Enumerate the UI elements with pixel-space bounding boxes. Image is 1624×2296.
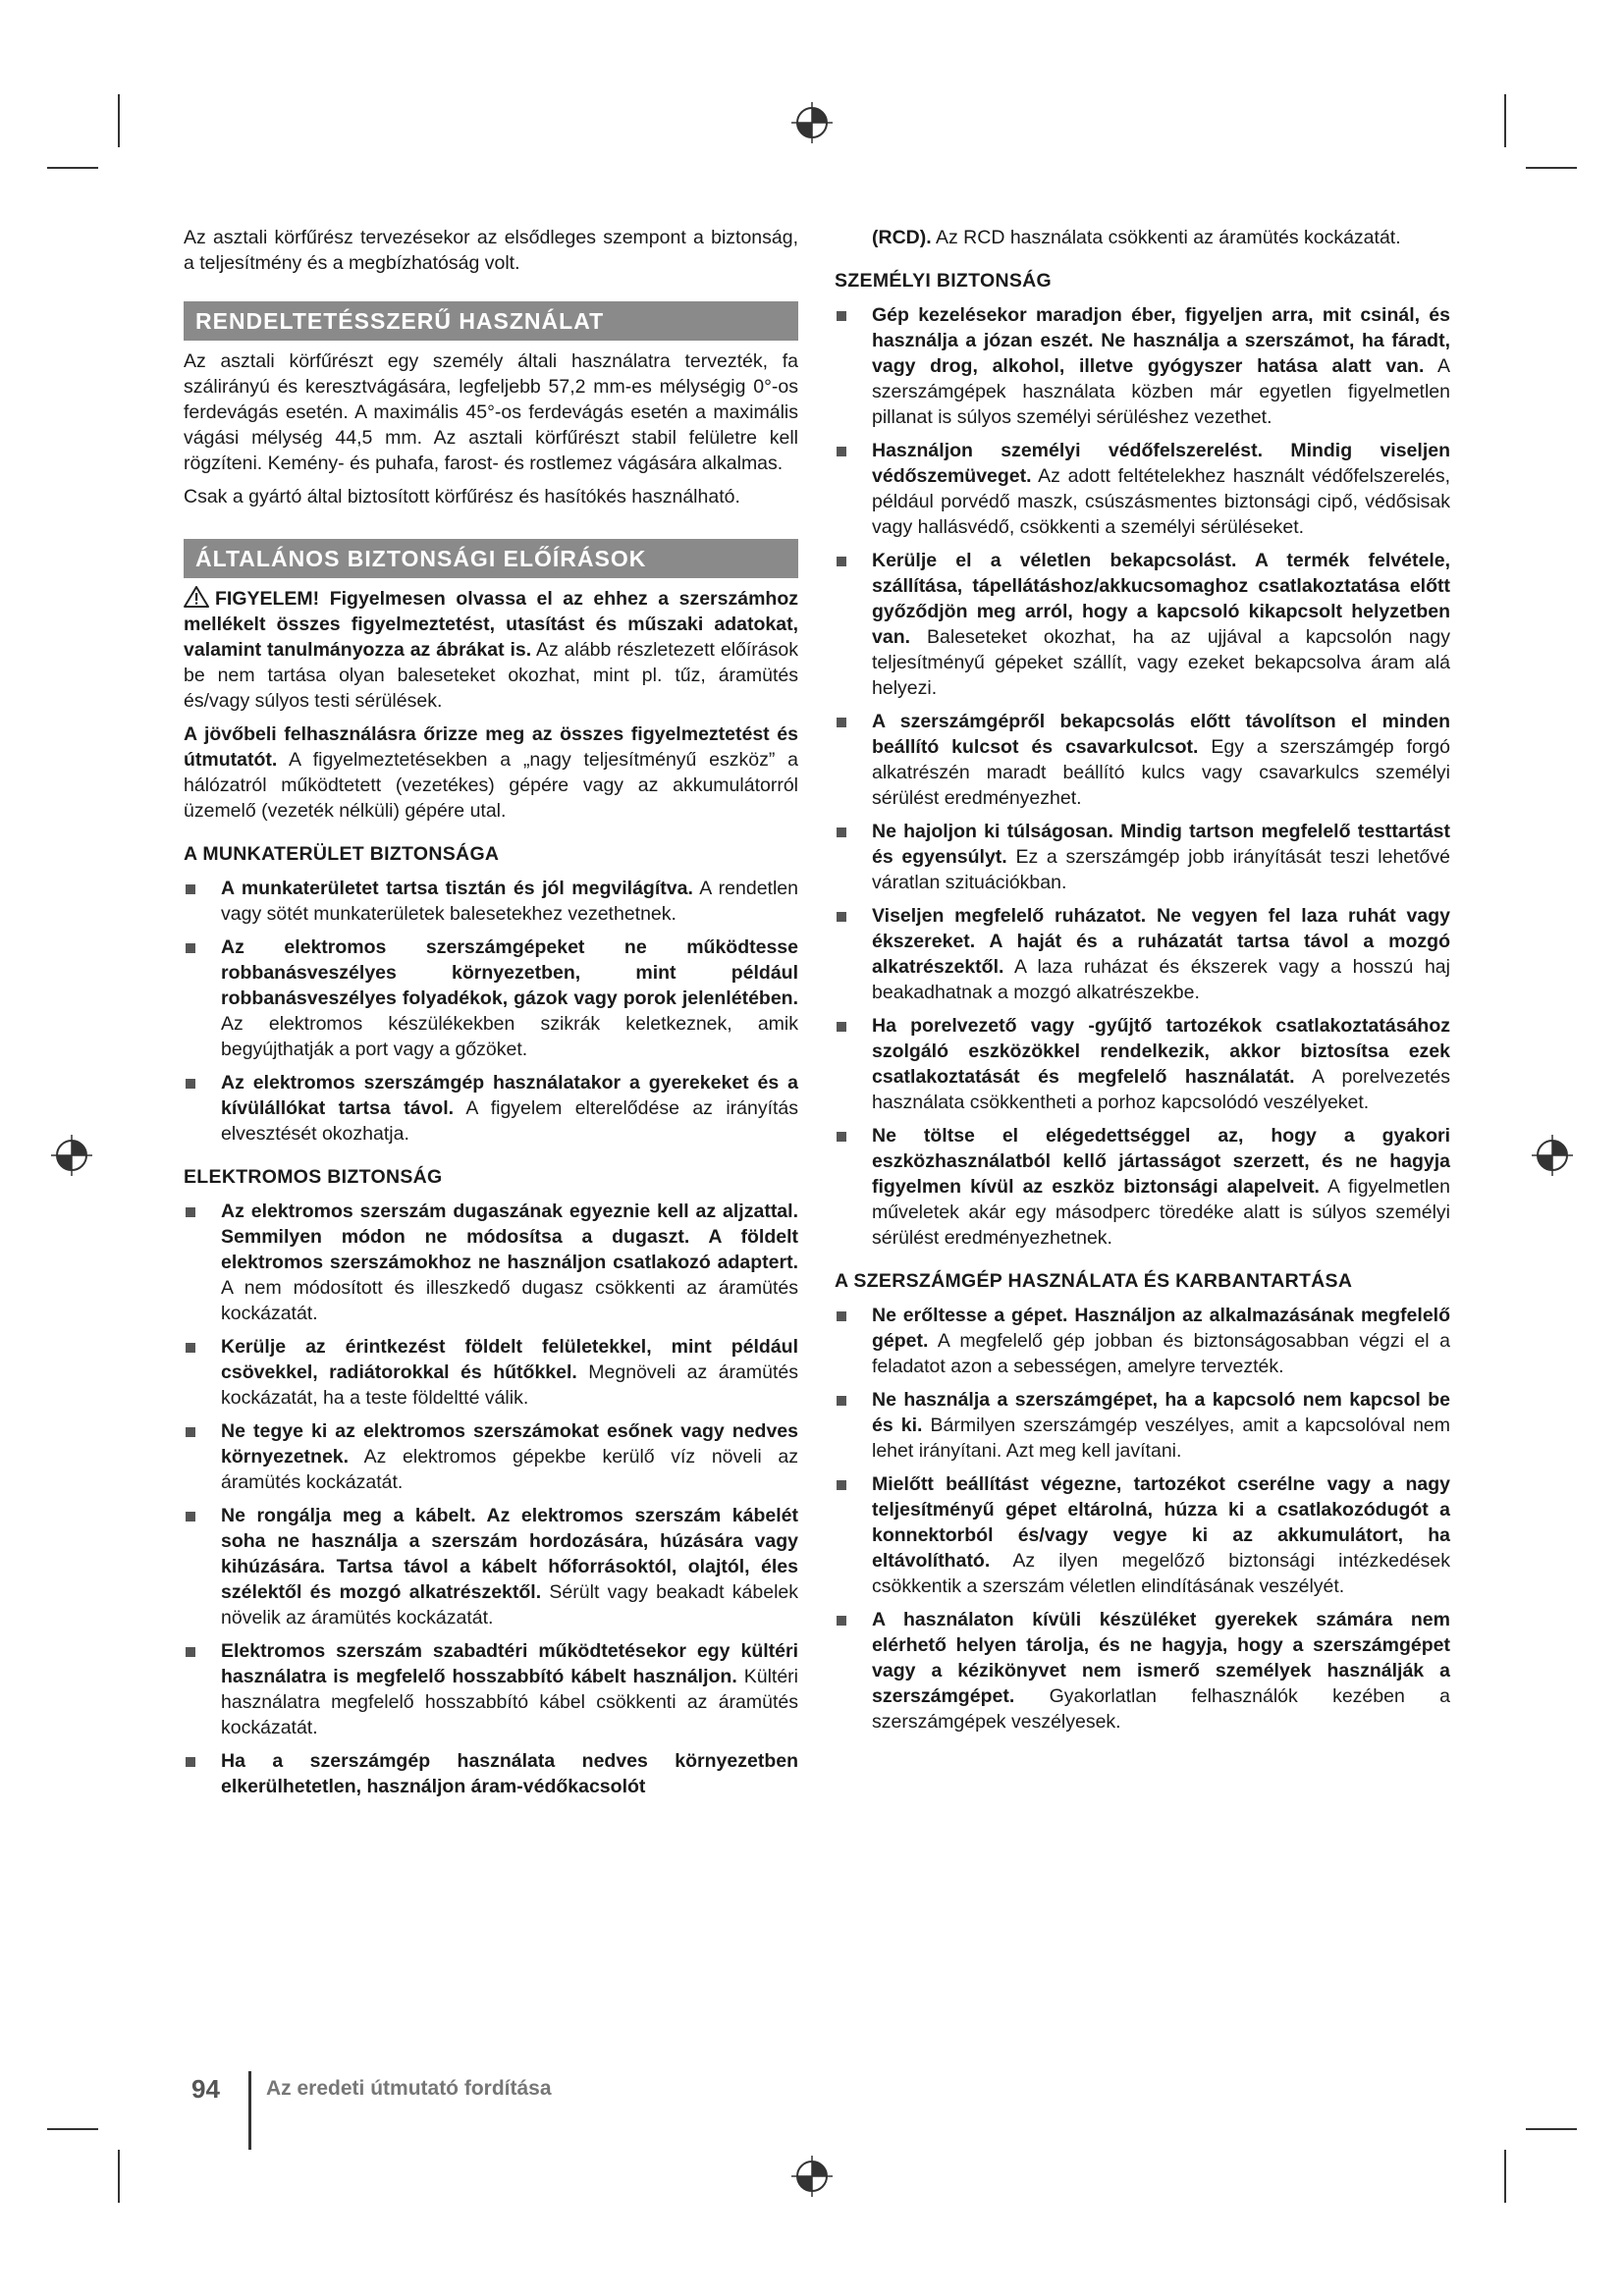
crop-mark — [47, 2128, 98, 2130]
work-area-list — [184, 876, 798, 1147]
square-bullet-icon — [186, 1207, 195, 1217]
rcd-continuation: (RCD). Az RCD használata csökkenti az áramütés kockázatát. — [872, 227, 1401, 248]
left-column — [184, 225, 798, 1807]
section-header-general-safety: ÁLTALÁNOS BIZTONSÁGI ELŐÍRÁSOK — [184, 539, 798, 578]
list-item: Ne töltse el elégedettséggel az, hogy a gyakori eszközhasználatból kellő jártasságot szerzett, és ne hagyja figyelmen kívül az eszköz biztonsági alapelveit. A figyelmetlen műveletek akár egy másodperc töredéke alatt is súlyos személyi sérülést eredményezhetnek. — [835, 1123, 1450, 1251]
list-item: A munkaterületet tartsa tisztán és jól megvilágítva. A rendetlen vagy sötét munkaterületek balesetekhez vezethetnek. — [184, 876, 798, 927]
square-bullet-icon — [186, 1512, 195, 1522]
square-bullet-icon — [186, 1757, 195, 1767]
right-column — [835, 225, 1450, 1742]
subheading-tool-use: A SZERSZÁMGÉP HASZNÁLATA ÉS KARBANTARTÁSA — [835, 1270, 1353, 1292]
square-bullet-icon — [186, 1079, 195, 1089]
intended-use-paragraph: Az asztali körfűrészt egy személy általi használatra tervezték, fa szálirányú és keresztvágására, legfeljebb 57,2 mm-es mélységig 0°-os ferdevágás esetén. A maximális 45°-os ferdevágás esetén a maximális vágási mélység 44,5 mm. Az asztali körfűrészt stabil felületre kell rögzíteni. Kemény- és puhafa, farost- és rostlemez vágására alkalmas. — [184, 350, 798, 474]
crop-mark — [118, 94, 120, 147]
footer-divider — [248, 2071, 251, 2150]
electrical-list — [184, 1199, 798, 1799]
footer-title: Az eredeti útmutató fordítása — [266, 2077, 552, 2100]
tool-use-list — [835, 1303, 1450, 1735]
square-bullet-icon — [186, 943, 195, 953]
list-item: Ne hajoljon ki túlságosan. Mindig tartson megfelelő testtartást és egyensúlyt. Ez a szerszámgép jobb irányítását teszi lehetővé váratlan szituációkban. — [835, 819, 1450, 895]
personal-safety-list — [835, 302, 1450, 1251]
list-item: Ne rongálja meg a kábelt. Az elektromos szerszám kábelét soha ne használja a szerszám hordozására, húzására vagy kihúzására. Tartsa távol a kábelt hőforrásoktól, olajtól, éles szélektől és mozgó alkatrészektől. Sérült vagy beakadt kábelek növelik az áramütés kockázatát. — [184, 1503, 798, 1630]
square-bullet-icon — [186, 884, 195, 894]
square-bullet-icon — [837, 1311, 846, 1321]
subheading-personal-safety: SZEMÉLYI BIZTONSÁG — [835, 270, 1053, 292]
list-item: Elektromos szerszám szabadtéri működtetésekor egy kültéri használatra is megfelelő hosszabbító kábelt használjon. Kültéri használatra megfelelő hosszabbító kábel csökkenti az áramütés kockázatát. — [184, 1638, 798, 1740]
list-item: Ne tegye ki az elektromos szerszámokat esőnek vagy nedves környezetnek. Az elektromos gépekbe kerülő víz növeli az áramütés kockázatát. — [184, 1418, 798, 1495]
warning-paragraph — [184, 586, 798, 714]
keep-instructions-bold: A jövőbeli felhasználásra őrizze meg az összes figyelmeztetést és útmutatót. — [184, 723, 798, 771]
warning-triangle-icon — [184, 586, 209, 608]
list-item: Mielőtt beállítást végezne, tartozékot cserélne vagy a nagy teljesítményű gépet eltárolná, húzza ki a csatlakozódugót a konnektorból és/vagy vegye ki az akkumulátort, ha eltávolítható. Az ilyen megelőző biztonsági intézkedések csökkentik a szerszám véletlen elindításának veszélyét. — [835, 1471, 1450, 1599]
square-bullet-icon — [837, 1480, 846, 1490]
page-number: 94 — [191, 2074, 220, 2104]
list-item: Kerülje el a véletlen bekapcsolást. A termék felvétele, szállítása, tápellátáshoz/akkucsomaghoz csatlakoztatása előtt győződjön meg arról, hogy a kapcsoló kikapcsolt helyzetben van. Baleseteket okozhat, ha az ujjával a kapcsolón nagy teljesítményű gépeket szállít, vagy ezeket bekapcsolva áram alá helyezi. — [835, 548, 1450, 701]
crop-mark — [1526, 167, 1577, 169]
warning-bold-text: FIGYELEM! Figyelmesen olvassa el az ehhez a szerszámhoz mellékelt összes figyelmeztetést, utasítást és műszaki adatokat, valamint tanulmányozza az ábrákat is. — [184, 588, 798, 661]
list-item: Kerülje az érintkezést földelt felületekkel, mint például csövekkel, radiátorokkal és hűtőkkel. Megnöveli az áramütés kockázatát, ha a teste földeltté válik. — [184, 1334, 798, 1411]
square-bullet-icon — [837, 1132, 846, 1142]
list-item: Ha a szerszámgép használata nedves környezetben elkerülhetetlen, használjon áram-védőkacsolót — [184, 1748, 798, 1799]
subheading-electrical-safety: ELEKTROMOS BIZTONSÁG — [184, 1166, 443, 1188]
list-item: Ne erőltesse a gépet. Használjon az alkalmazásának megfelelő gépet. A megfelelő gép jobban és biztonságosabban végzi el a feladatot azon a sebességen, amelyre tervezték. — [835, 1303, 1450, 1379]
registration-mark-icon — [51, 1135, 92, 1176]
crop-mark — [118, 2150, 120, 2203]
square-bullet-icon — [837, 828, 846, 837]
list-item: Viseljen megfelelő ruházatot. Ne vegyen fel laza ruhát vagy ékszereket. A haját és a ruházatát tartsa távol a mozgó alkatrészektől. A laza ruházat és ékszerek vagy a hosszú haj beakadhatnak a mozgó alkatrészekbe. — [835, 903, 1450, 1005]
subheading-work-area: A MUNKATERÜLET BIZTONSÁGA — [184, 843, 500, 865]
warning-text: Az alább részletezett előírások be nem tartása olyan baleseteket okozhat, mint pl. tűz, áramütés és/vagy súlyos testi sérülések. — [184, 639, 798, 712]
square-bullet-icon — [186, 1647, 195, 1657]
registration-mark-icon — [791, 102, 833, 143]
intended-use-paragraph-2: Csak a gyártó által biztosított körfűrész és hasítókés használható. — [184, 486, 740, 507]
square-bullet-icon — [837, 311, 846, 321]
crop-mark — [1526, 2128, 1577, 2130]
registration-mark-icon — [1532, 1135, 1573, 1176]
square-bullet-icon — [837, 912, 846, 922]
square-bullet-icon — [837, 447, 846, 456]
list-item: Az elektromos szerszámgép használatakor a gyerekeket és a kívülállókat tartsa távol. A figyelem elterelődése az irányítás elvesztését okozhatja. — [184, 1070, 798, 1147]
keep-instructions-paragraph — [184, 721, 798, 824]
section-header-intended-use: RENDELTETÉSSZERŰ HASZNÁLAT — [184, 301, 798, 341]
list-item: Használjon személyi védőfelszerelést. Mindig viseljen védőszemüveget. Az adott feltételekhez használt védőfelszerelés, például porvédő maszk, csúszásmentes biztonsági cipő, védősisak vagy hallásvédő, csökkenti a személyi sérüléseket. — [835, 438, 1450, 540]
square-bullet-icon — [837, 1396, 846, 1406]
list-item: A használaton kívüli készüléket gyerekek számára nem elérhető helyen tárolja, és ne hagyja, hogy a szerszámgépet vagy a kézikönyvet nem ismerő személyek használják a szerszámgépet. Gyakorlatlan felhasználók kezében a szerszámgépek veszélyesek. — [835, 1607, 1450, 1735]
list-item: Ha porelvezető vagy -gyűjtő tartozékok csatlakoztatásához szolgáló eszközökkel rendelkezik, akkor biztosítsa ezek csatlakoztatását és megfelelő használatát. A porelvezetés használata csökkentheti a porhoz kapcsolódó veszélyeket. — [835, 1013, 1450, 1115]
square-bullet-icon — [837, 718, 846, 727]
list-item: Az elektromos szerszám dugaszának egyeznie kell az aljzattal. Semmilyen módon ne módosítsa a dugaszt. A földelt elektromos szerszámokhoz ne használjon csatlakozó adaptert. A nem módosított és illeszkedő dugasz csökkenti az áramütés kockázatát. — [184, 1199, 798, 1326]
intro-paragraph: Az asztali körfűrész tervezésekor az elsődleges szempont a biztonság, a teljesítmény és a megbízhatóság volt. — [184, 227, 798, 274]
crop-mark — [47, 167, 98, 169]
list-item: Ne használja a szerszámgépet, ha a kapcsoló nem kapcsol be és ki. Bármilyen szerszámgép veszélyes, amit a kapcsolóval nem lehet irányítani. Azt meg kell javítani. — [835, 1387, 1450, 1464]
crop-mark — [1504, 2150, 1506, 2203]
list-item: Az elektromos szerszámgépeket ne működtesse robbanásveszélyes környezetben, mint például robbanásveszélyes folyadékok, gázok vagy porok jelenlétében. Az elektromos készülékekben szikrák keletkeznek, amik begyújthatják a port vagy a gőzöket. — [184, 934, 798, 1062]
keep-instructions-text: A figyelmeztetésekben a „nagy teljesítményű eszköz” a hálózatról működtetett (vezetékes) gépére vagy az akkumulátorról üzemelő (vezeték nélküli) gépére utal. — [184, 749, 798, 822]
square-bullet-icon — [186, 1343, 195, 1353]
registration-mark-icon — [791, 2156, 833, 2197]
square-bullet-icon — [837, 557, 846, 566]
square-bullet-icon — [186, 1427, 195, 1437]
list-item: A szerszámgépről bekapcsolás előtt távolítson el minden beállító kulcsot és csavarkulcsot. Egy a szerszámgép forgó alkatrészén maradt beállító kulcs vagy csavarkulcs személyi sérülést eredményezhet. — [835, 709, 1450, 811]
list-item: Gép kezelésekor maradjon éber, figyeljen arra, mit csinál, és használja a józan eszét. Ne használja a szerszámot, ha fáradt, vagy drog, alkohol, illetve gyógyszer hatása alatt van. A szerszámgépek használata közben már egyetlen figyelmetlen pillanat is súlyos személyi sérüléshez vezethet. — [835, 302, 1450, 430]
square-bullet-icon — [837, 1616, 846, 1626]
square-bullet-icon — [837, 1022, 846, 1032]
crop-mark — [1504, 94, 1506, 147]
